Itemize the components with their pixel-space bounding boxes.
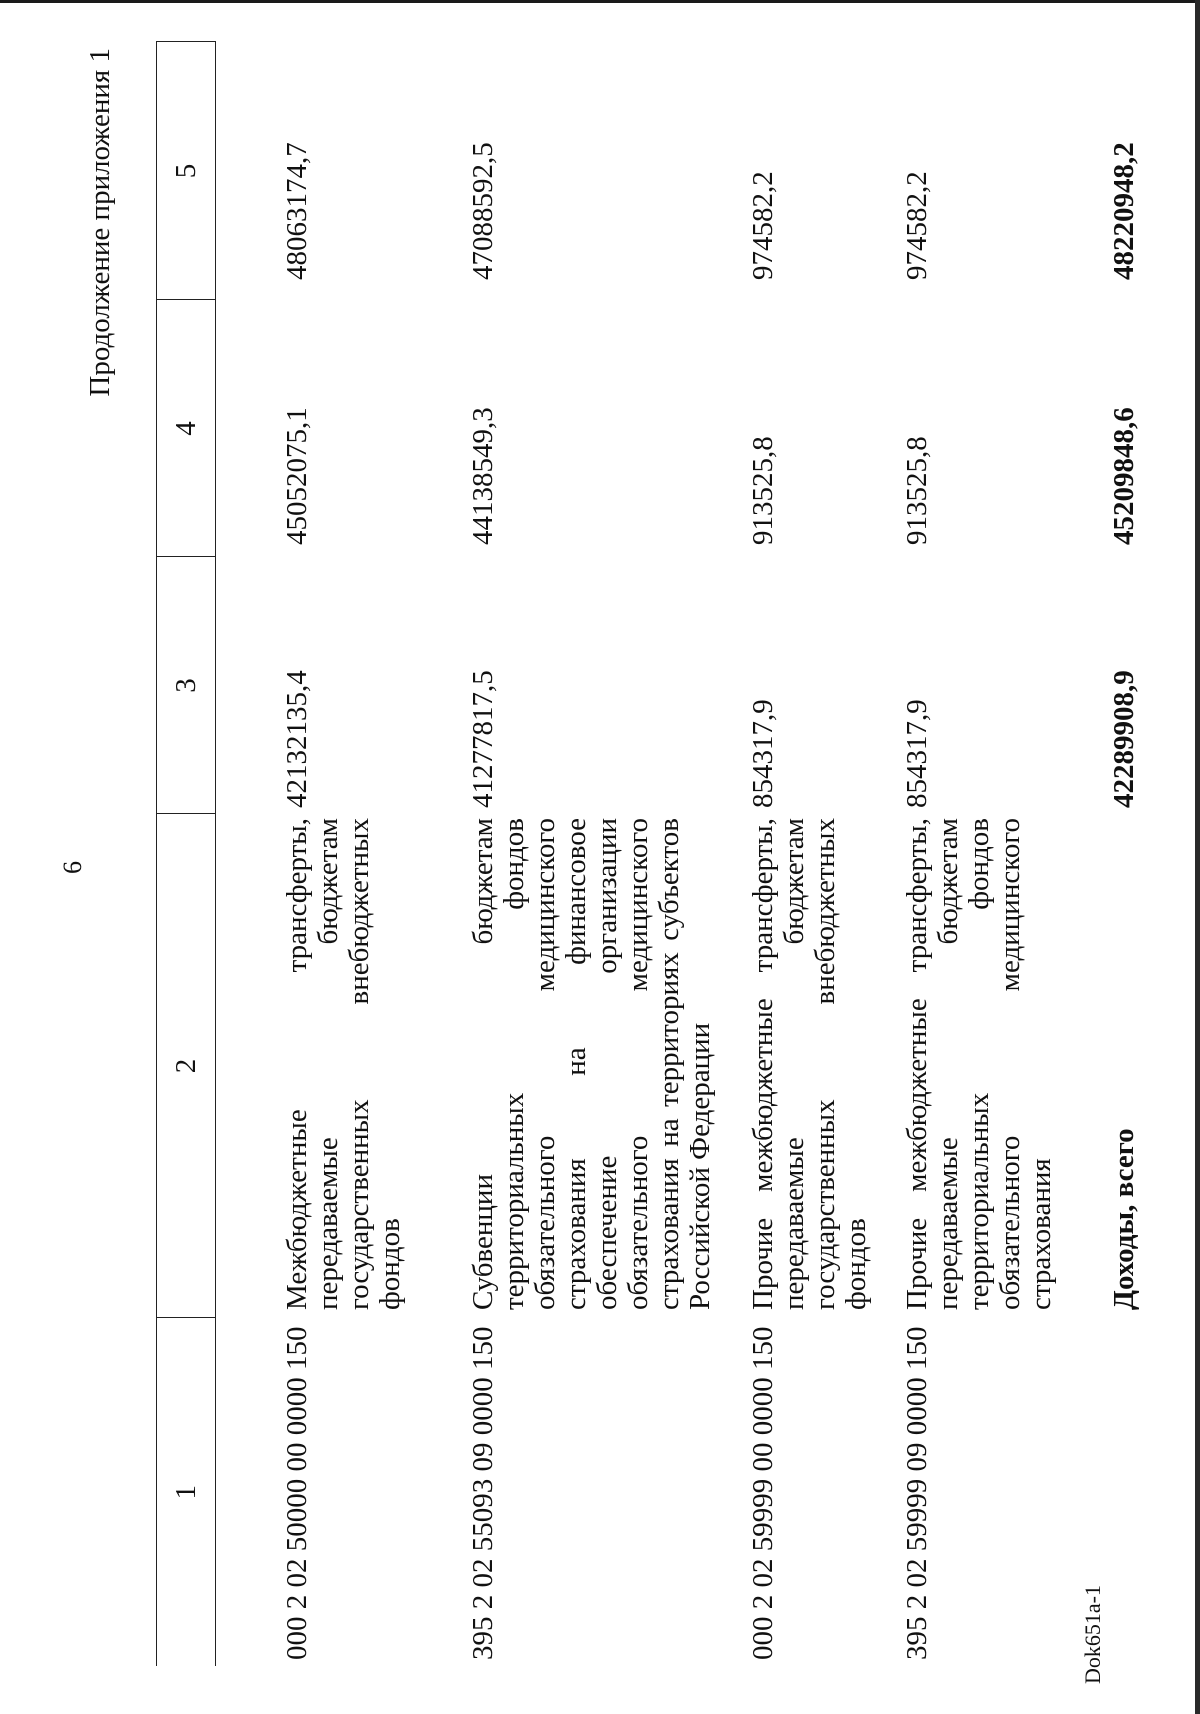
budget-code: 000 2 02 50000 00 0000 150 [281,1326,313,1660]
total-value-col-3: 42289908,9 [1108,670,1140,808]
total-value-col-5: 48220948,2 [1108,142,1140,280]
revenue-name [716,814,872,1318]
budget-code: 000 2 02 59999 00 0000 150 [747,1326,779,1660]
revenue-name [406,814,716,1318]
budget-code: 395 2 02 55093 09 0000 150 [467,1326,499,1660]
header-col-3: 3 [157,557,216,814]
page-number: 6 [58,861,87,874]
revenue-name [216,814,407,1318]
header-col-1: 1 [157,1318,216,1666]
value-col-4: 44138549,3 [467,407,499,545]
table-row [406,42,716,1666]
value-col-4: 913525,8 [747,436,779,545]
table-row [216,42,407,1666]
value-col-4: 45052075,1 [281,407,313,545]
value-col-5: 47088592,5 [467,142,499,280]
value-col-3: 854317,9 [747,699,779,808]
revenue-name-text: Прочие межбюджетные трансферты, передаваемые бюджетам государственных внебюджетных фондов [747,818,872,1310]
table-row [872,42,1057,1666]
revenue-table [156,42,1140,1667]
value-col-5: 974582,2 [901,171,933,280]
budget-code: 395 2 02 59999 09 0000 150 [901,1326,933,1660]
document-code: Dok651a-1 [1080,1585,1105,1684]
table-row [716,42,872,1666]
revenue-name [872,814,1057,1318]
total-row [1057,42,1140,1666]
header-row [157,42,216,1666]
revenue-name-text: Межбюджетные трансферты, передаваемые бюджетам государственных внебюджетных фондов [281,818,406,1310]
header-col-2: 2 [157,814,216,1318]
value-col-4: 913525,8 [901,436,933,545]
revenue-name-text: Прочие межбюджетные трансферты, передаваемые бюджетам территориальных фондов обязательного медицинского страхования [901,818,1057,1310]
header-col-5: 5 [157,42,216,300]
value-col-5: 974582,2 [747,171,779,280]
value-col-3: 854317,9 [901,699,933,808]
value-col-3: 41277817,5 [467,670,499,808]
value-col-5: 48063174,7 [281,142,313,280]
total-value-col-4: 45209848,6 [1108,407,1140,545]
total-label: Доходы, всего [1108,1128,1140,1310]
revenue-name-text: Субвенции бюджетам территориальных фондов обязательного медицинского страхования на финансовое обеспечение организации обязательного медицинского страхования на территориях субъектов Российской Федерации [467,818,716,1310]
value-col-3: 42132135,4 [281,670,313,808]
header-col-4: 4 [157,300,216,557]
continuation-label: Продолжение приложения 1 [84,48,116,397]
